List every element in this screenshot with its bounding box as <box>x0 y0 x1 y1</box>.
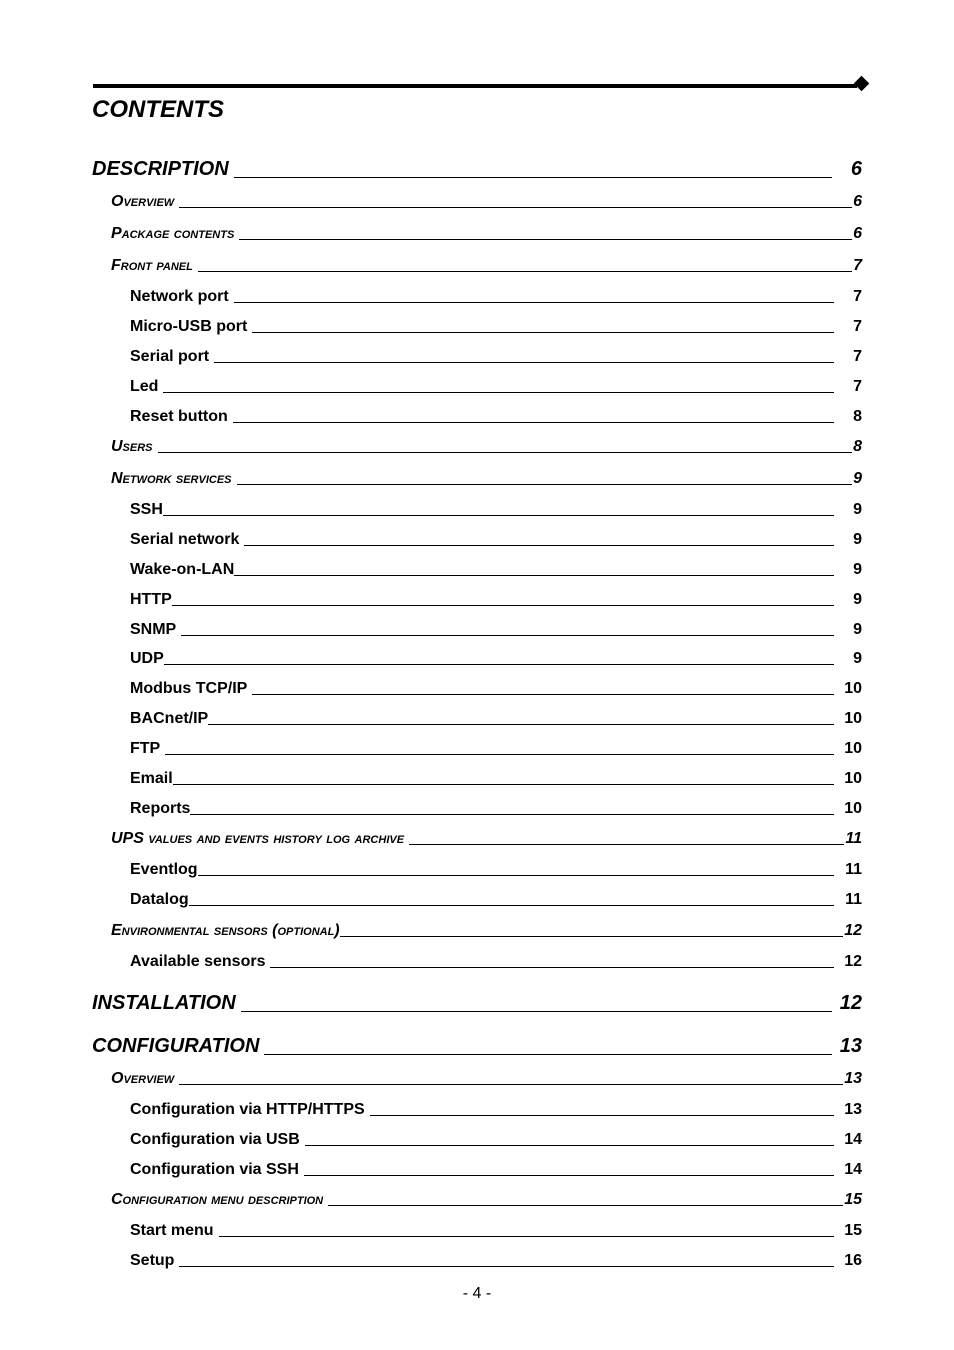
toc-label: Eventlog <box>130 861 198 878</box>
toc-page: 7 <box>853 318 862 335</box>
toc-page: 13 <box>844 1070 862 1087</box>
toc-leader <box>304 1175 834 1176</box>
toc-leader <box>214 362 834 363</box>
toc-entry-datalog[interactable] <box>130 891 862 909</box>
toc-entry-bacnet-ip[interactable] <box>130 710 862 728</box>
toc-page: 7 <box>853 257 862 274</box>
toc-leader <box>172 605 834 606</box>
toc-entry-available-sensors[interactable] <box>130 953 862 971</box>
toc-leader <box>163 392 834 393</box>
toc-page: 6 <box>853 193 862 210</box>
toc-label: HTTP <box>130 591 172 608</box>
toc-entry-udp[interactable] <box>130 650 862 668</box>
toc-entry-users[interactable] <box>111 438 862 456</box>
toc-page: 10 <box>844 740 862 757</box>
toc-label: DESCRIPTION <box>92 158 229 180</box>
toc-page: 16 <box>844 1252 862 1269</box>
toc-page: 14 <box>844 1161 862 1178</box>
toc-leader <box>158 452 853 453</box>
toc-entry-serial-port[interactable] <box>130 348 862 366</box>
page-title: CONTENTS <box>92 96 224 123</box>
header-rule <box>93 84 857 88</box>
toc-leader <box>241 1011 832 1012</box>
toc-page: 7 <box>853 348 862 365</box>
toc-page: 12 <box>844 922 862 939</box>
toc-leader <box>173 784 834 785</box>
toc-label: UPS values and events history log archive <box>111 830 405 847</box>
toc-page: 10 <box>844 710 862 727</box>
toc-page: 15 <box>844 1191 862 1208</box>
toc-label: Network services <box>111 470 232 487</box>
toc-entry-led[interactable] <box>130 378 862 396</box>
toc-label: Led <box>130 378 159 395</box>
toc-leader <box>234 302 834 303</box>
toc-label: Overview <box>111 1070 175 1087</box>
toc-label: CONFIGURATION <box>92 1035 260 1057</box>
toc-page: 9 <box>853 561 862 578</box>
toc-page: 9 <box>853 501 862 518</box>
toc-entry-setup[interactable] <box>130 1252 862 1270</box>
toc-leader <box>270 967 834 968</box>
toc-label: Package contents <box>111 225 235 242</box>
toc-page: 12 <box>844 953 862 970</box>
toc-entry-modbus-tcp-ip[interactable] <box>130 680 862 698</box>
toc-leader <box>340 936 844 937</box>
toc-label: Wake-on-LAN <box>130 561 235 578</box>
toc-leader <box>234 575 834 576</box>
toc-label: Micro-USB port <box>130 318 248 335</box>
toc-entry-serial-network[interactable] <box>130 531 862 549</box>
toc-leader <box>252 694 834 695</box>
toc-entry-config-usb[interactable] <box>130 1131 862 1149</box>
toc-page: 10 <box>844 770 862 787</box>
toc-leader <box>219 1236 834 1237</box>
toc-page: 12 <box>839 992 862 1014</box>
toc-leader <box>305 1145 834 1146</box>
toc-label: INSTALLATION <box>92 992 236 1014</box>
toc-label: Reset button <box>130 408 228 425</box>
toc-entry-config-http-https[interactable] <box>130 1101 862 1119</box>
toc-entry-network-services[interactable] <box>111 470 862 488</box>
toc-label: SNMP <box>130 621 177 638</box>
toc-entry-snmp[interactable] <box>130 621 862 639</box>
toc-leader <box>163 515 834 516</box>
toc-label: Overview <box>111 193 175 210</box>
toc-page: 7 <box>853 378 862 395</box>
toc-entry-micro-usb-port[interactable] <box>130 318 862 336</box>
toc-page: 11 <box>845 830 862 847</box>
page-number: - 4 - <box>462 1285 492 1302</box>
toc-page: 7 <box>853 288 862 305</box>
toc-label: Users <box>111 438 153 455</box>
toc-leader <box>179 1084 843 1085</box>
toc-entry-configuration[interactable] <box>92 1035 862 1058</box>
toc-label: Modbus TCP/IP <box>130 680 248 697</box>
toc-label: Serial network <box>130 531 240 548</box>
toc-page: 11 <box>845 861 862 878</box>
toc-page: 9 <box>853 621 862 638</box>
toc-page: 8 <box>853 408 862 425</box>
toc-leader <box>208 724 834 725</box>
toc-label: Start menu <box>130 1222 214 1239</box>
toc-label: FTP <box>130 740 161 757</box>
toc-label: Datalog <box>130 891 189 908</box>
toc-entry-eventlog[interactable] <box>130 861 862 879</box>
toc-leader <box>328 1205 843 1206</box>
toc-label: Network port <box>130 288 229 305</box>
toc-label: Configuration via HTTP/HTTPS <box>130 1101 365 1118</box>
toc-entry-front-panel[interactable] <box>111 257 862 275</box>
toc-label: BACnet/IP <box>130 710 209 727</box>
toc-entry-http[interactable] <box>130 591 862 609</box>
toc-leader <box>252 332 834 333</box>
toc-entry-description[interactable] <box>92 158 862 181</box>
toc-page: 13 <box>844 1101 862 1118</box>
toc-label: Configuration menu description <box>111 1191 324 1208</box>
toc-entry-environmental-sensors[interactable] <box>111 922 862 940</box>
toc-leader <box>237 484 853 485</box>
toc-leader <box>234 177 832 178</box>
toc-entry-ssh[interactable] <box>130 501 862 519</box>
toc-entry-reports[interactable] <box>130 800 862 818</box>
toc-label: Configuration via SSH <box>130 1161 299 1178</box>
toc-leader <box>190 814 834 815</box>
toc-label: UDP <box>130 650 164 667</box>
toc-leader <box>181 635 834 636</box>
toc-entry-config-menu-description[interactable] <box>111 1191 862 1209</box>
toc-entry-installation[interactable] <box>92 992 862 1015</box>
toc-leader <box>409 844 844 845</box>
toc-leader <box>179 207 852 208</box>
toc-leader <box>244 545 834 546</box>
toc-page: 9 <box>853 470 862 487</box>
toc-leader <box>198 875 834 876</box>
toc-entry-config-ssh[interactable] <box>130 1161 862 1179</box>
toc-page: 11 <box>845 891 862 908</box>
toc-label: Serial port <box>130 348 210 365</box>
toc-page: 6 <box>850 158 862 180</box>
toc-entry-configuration-overview[interactable] <box>111 1070 862 1088</box>
toc-entry-wake-on-lan[interactable] <box>130 561 862 579</box>
toc-page: 10 <box>844 800 862 817</box>
header-diamond-icon <box>854 76 870 92</box>
toc-page: 9 <box>853 531 862 548</box>
toc-page: 9 <box>853 591 862 608</box>
toc-leader <box>370 1115 834 1116</box>
toc-page: 14 <box>844 1131 862 1148</box>
toc-entry-ftp[interactable] <box>130 740 862 758</box>
toc-label: Email <box>130 770 173 787</box>
toc-leader <box>264 1054 831 1055</box>
toc-entry-ups-log-archive[interactable] <box>111 830 862 848</box>
toc-page: 8 <box>853 438 862 455</box>
toc-entry-reset-button[interactable] <box>130 408 862 426</box>
toc-page: 15 <box>844 1222 862 1239</box>
toc-page: 6 <box>853 225 862 242</box>
toc-entry-email[interactable] <box>130 770 862 788</box>
toc-label: Reports <box>130 800 191 817</box>
toc-label: Available sensors <box>130 953 266 970</box>
toc-entry-overview[interactable] <box>111 193 862 211</box>
toc-leader <box>233 422 834 423</box>
toc-leader <box>198 271 852 272</box>
toc-label: Front panel <box>111 257 193 274</box>
toc-page: 10 <box>844 680 862 697</box>
toc-leader <box>189 905 834 906</box>
toc-label: SSH <box>130 501 163 518</box>
toc-leader <box>165 754 834 755</box>
toc-entry-package-contents[interactable] <box>111 225 862 243</box>
toc-entry-start-menu[interactable] <box>130 1222 862 1240</box>
toc-leader <box>164 664 834 665</box>
toc-label: Configuration via USB <box>130 1131 300 1148</box>
toc-label: Setup <box>130 1252 175 1269</box>
toc-leader <box>239 239 852 240</box>
toc-leader <box>179 1266 834 1267</box>
toc-label: Environmental sensors (optional) <box>111 922 340 939</box>
toc-page: 13 <box>839 1035 862 1057</box>
toc-entry-network-port[interactable] <box>130 288 862 306</box>
toc-page: 9 <box>853 650 862 667</box>
